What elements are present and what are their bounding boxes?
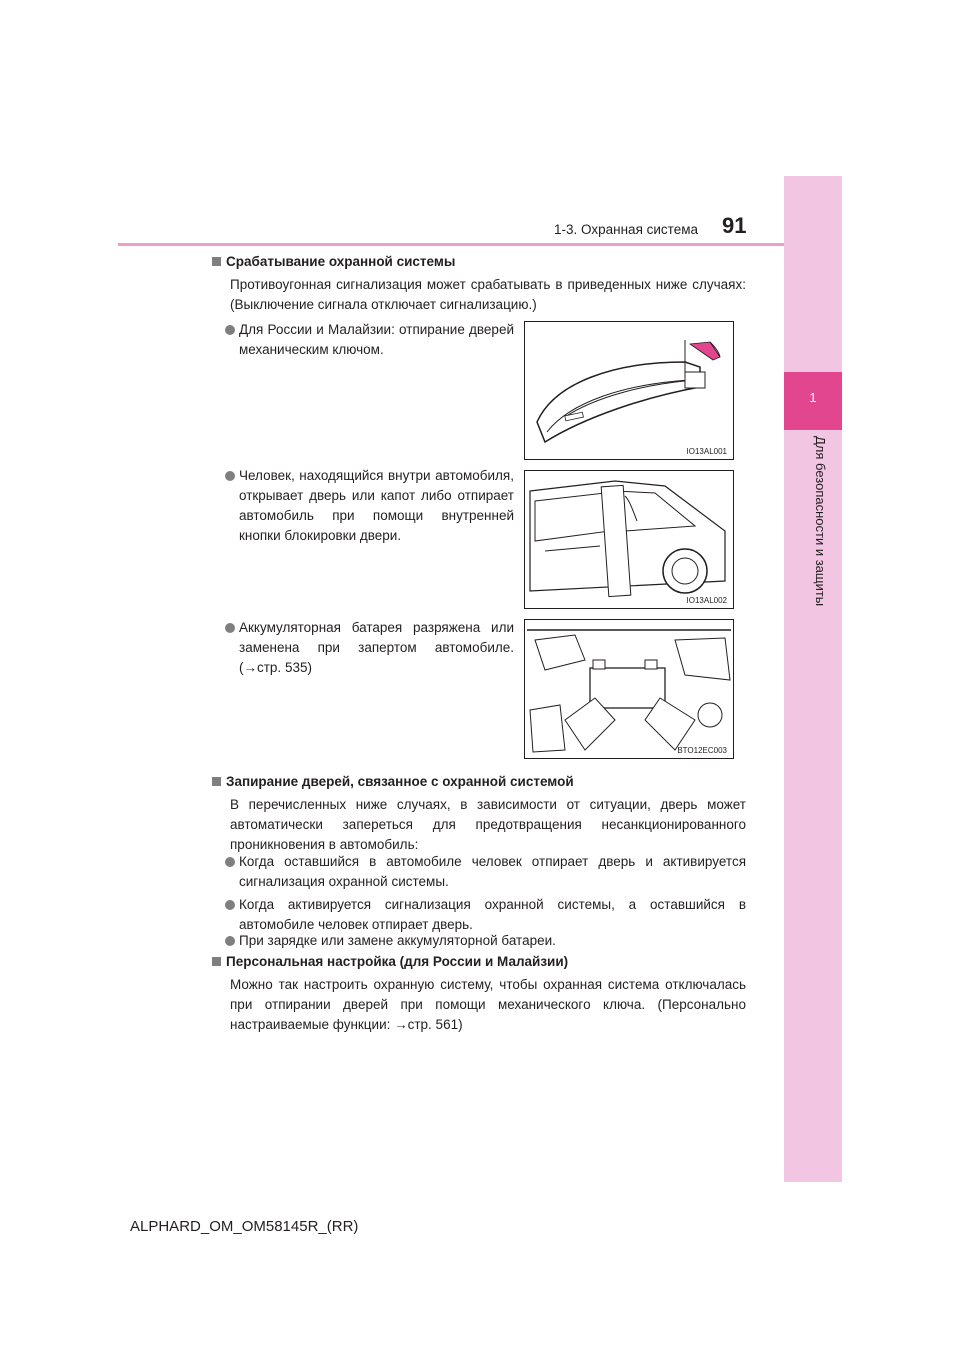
figure-label: BTO12EC003 — [677, 746, 727, 755]
section-heading-alarm — [212, 254, 455, 269]
bullet-text: Для России и Малайзии: отпирание дверей механическим ключом. — [239, 322, 514, 357]
heading-text: Персональная настройка (для России и Малайзии) — [226, 954, 569, 969]
chapter-number: 1 — [809, 390, 817, 405]
square-bullet-icon — [212, 957, 221, 966]
bullet-item — [239, 895, 746, 935]
chapter-title: Для безопасности и защиты — [813, 436, 828, 607]
heading-text: Срабатывание охранной системы — [226, 254, 456, 269]
bullet-text: Когда оставшийся в автомобиле человек отпирает дверь и активируется сигнализация охранной системы. — [239, 854, 746, 889]
bullet-text: Аккумуляторная батарея разряжена или заменена при запертом автомобиле. (→стр. 535) — [239, 620, 514, 675]
section-title: 1-3. Охранная система — [554, 222, 698, 237]
door-lock-intro: В перечисленных ниже случаях, в зависимости от ситуации, дверь может автоматически запереться для предотвращения несанкционированного проникновения в автомобиль: — [230, 797, 746, 852]
section-heading-door-lock — [212, 774, 574, 789]
page-number: 91 — [722, 213, 747, 238]
bullet-item — [239, 931, 746, 951]
round-bullet-icon — [225, 471, 235, 481]
bullet-item — [239, 466, 514, 546]
figure-door-handle — [524, 321, 734, 460]
round-bullet-icon — [225, 623, 235, 633]
figure-label: IO13AL001 — [686, 447, 727, 456]
bullet-item — [239, 320, 514, 360]
bullet-item — [239, 852, 746, 892]
figure-battery-replacement — [524, 619, 734, 759]
bullet-text: При зарядке или замене аккумуляторной батареи. — [239, 933, 556, 948]
square-bullet-icon — [212, 257, 221, 266]
round-bullet-icon — [225, 936, 235, 946]
heading-text: Запирание дверей, связанное с охранной системой — [226, 774, 574, 789]
square-bullet-icon — [212, 777, 221, 786]
customization-body: Можно так настроить охранную систему, чтобы охранная система отключалась при отпирании дверей при помощи механического ключа. (Персонально настраиваемые функции: →стр. 561) — [230, 977, 746, 1032]
round-bullet-icon — [225, 857, 235, 867]
round-bullet-icon — [225, 325, 235, 335]
header-divider — [118, 243, 784, 246]
document-id: ALPHARD_OM_OM58145R_(RR) — [130, 1218, 359, 1235]
chapter-sidebar — [784, 176, 842, 1182]
bullet-text: Когда активируется сигнализация охранной системы, а оставшийся в автомобиле человек отпирает дверь. — [239, 897, 746, 932]
bullet-item — [239, 618, 514, 678]
round-bullet-icon — [225, 900, 235, 910]
figure-car-door-open — [524, 470, 734, 609]
bullet-text: Человек, находящийся внутри автомобиля, открывает дверь или капот либо отпирает автомобиль при помощи внутренней кнопки блокировки двери. — [239, 468, 514, 543]
section-heading-customization — [212, 954, 568, 969]
figure-label: IO13AL002 — [686, 596, 727, 605]
alarm-intro: Противоугонная сигнализация может срабатывать в приведенных ниже случаях: (Выключение сигнала отключает сигнализацию.) — [230, 277, 746, 312]
